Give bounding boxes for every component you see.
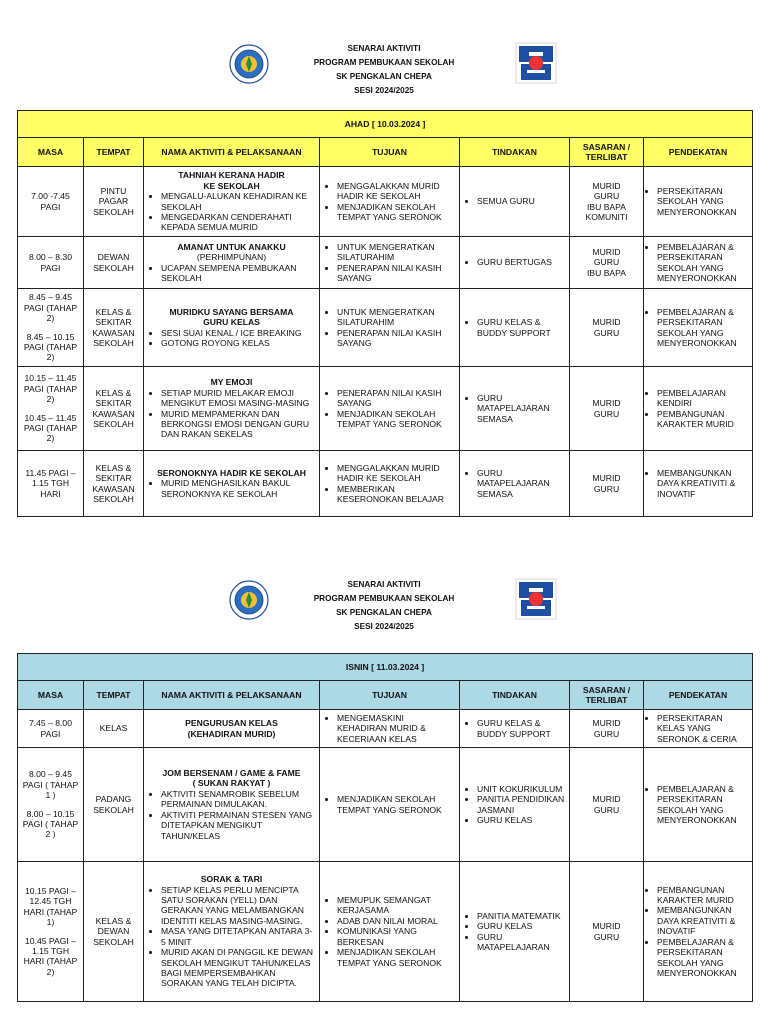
masa-text: 10.45 – 11.45 PAGI (TAHAP 2)	[23, 412, 78, 444]
aktiviti-list	[147, 478, 316, 499]
list-item: • GURU MATAPELAJARAN SEMASA	[477, 393, 566, 424]
tujuan-cell	[320, 237, 460, 289]
pendekatan-list	[647, 784, 749, 826]
tindakan-list	[463, 317, 566, 338]
sasaran-text: MURID	[592, 718, 621, 729]
sasaran-cell	[570, 167, 644, 237]
column-header: SASARAN / TERLIBAT	[570, 681, 644, 710]
column-header: SASARAN / TERLIBAT	[570, 138, 644, 167]
sasaran-text: IBU BAPA	[586, 267, 626, 278]
table-row	[18, 367, 753, 451]
sasaran-text: GURU	[593, 327, 620, 338]
aktiviti-cell	[144, 367, 320, 451]
masa-cell	[18, 237, 84, 289]
masa-text: 8.45 – 10.15 PAGI (TAHAP 2)	[23, 331, 78, 363]
day-title-row	[18, 654, 753, 681]
sasaran-text: MURID	[592, 794, 621, 805]
aktiviti-title: PENGURUSAN KELAS	[185, 718, 278, 729]
list-item: • MASA YANG DITETAPKAN ANTARA 3-5 MINIT	[161, 926, 316, 947]
list-item: • MENGGALAKKAN MURID HADIR KE SEKOLAH	[337, 181, 456, 202]
tempat-cell: DEWAN SEKOLAH	[84, 237, 144, 289]
tindakan-list	[463, 196, 566, 206]
pendekatan-cell	[644, 862, 753, 1002]
list-item: • PEMBANGUNAN KARAKTER MURID	[657, 409, 749, 430]
header-line-2: PROGRAM PEMBUKAAN SEKOLAH	[313, 58, 455, 67]
tujuan-cell	[320, 748, 460, 862]
schedule-table-ahad	[17, 110, 753, 517]
tindakan-cell	[460, 862, 570, 1002]
list-item: • GURU KELAS	[477, 815, 566, 825]
masa-cell	[18, 289, 84, 367]
list-item: • PEMBELAJARAN & PERSEKITARAN SEKOLAH YANG MENYERONOKKAN	[657, 307, 749, 349]
aktiviti-title: ( SUKAN RAKYAT )	[192, 778, 271, 789]
masa-text: 11.45 PAGI – 1.15 TGH HARI	[25, 467, 76, 499]
list-item: • PENERAPAN NILAI KASIH SAYANG	[337, 388, 456, 409]
list-item: • MENJADIKAN SEKOLAH TEMPAT YANG SERONOK	[337, 409, 456, 430]
list-item: • GURU KELAS & BUDDY SUPPORT	[477, 317, 566, 338]
masa-text: 7.00 -7.45 PAGI	[31, 191, 70, 212]
column-header: MASA	[18, 138, 84, 167]
column-header: TEMPAT	[84, 138, 144, 167]
list-item: • MEMBANGUNKAN DAYA KREATIVITI & INOVATIF	[657, 905, 749, 936]
sasaran-text: MURID	[592, 317, 621, 328]
sasaran-cell	[570, 710, 644, 748]
tujuan-list	[323, 307, 456, 349]
aktiviti-cell	[144, 748, 320, 862]
tempat-cell: KELAS & SEKITAR KAWASAN SEKOLAH	[84, 451, 144, 517]
list-item: • GOTONG ROYONG KELAS	[161, 338, 316, 348]
sasaran-text: MURID	[592, 246, 621, 257]
aktiviti-title: (KEHADIRAN MURID)	[187, 728, 276, 739]
sasaran-cell	[570, 289, 644, 367]
sasaran-text: GURU	[593, 483, 620, 494]
tindakan-list	[463, 784, 566, 826]
list-item: • MENJADIKAN SEKOLAH TEMPAT YANG SERONOK	[337, 794, 456, 815]
sasaran-text: MURID	[592, 921, 621, 932]
column-header: PENDEKATAN	[644, 681, 753, 710]
table-row	[18, 167, 753, 237]
sasaran-text: GURU	[593, 728, 620, 739]
list-item: • PEMBELAJARAN KENDIRI	[657, 388, 749, 409]
aktiviti-title: GURU KELAS	[203, 317, 260, 328]
tujuan-cell	[320, 367, 460, 451]
list-item: • MENJADIKAN SEKOLAH TEMPAT YANG SERONOK	[337, 202, 456, 223]
schedule-table-isnin	[17, 653, 753, 1002]
aktiviti-list	[147, 191, 316, 233]
tempat-cell: KELAS & DEWAN SEKOLAH	[84, 862, 144, 1002]
aktiviti-list	[147, 328, 316, 349]
pendekatan-cell	[644, 451, 753, 517]
column-header: NAMA AKTIVITI & PELAKSANAAN	[144, 138, 320, 167]
list-item: • AKTIVITI PERMAINAN STESEN YANG DITETAPKAN MENGIKUT TAHUN/KELAS	[161, 810, 316, 841]
day-title: ISNIN [ 11.03.2024 ]	[18, 654, 753, 681]
aktiviti-cell	[144, 710, 320, 748]
tempat-cell: PADANG SEKOLAH	[84, 748, 144, 862]
list-item: • MENGGALAKKAN MURID HADIR KE SEKOLAH	[337, 463, 456, 484]
masa-cell	[18, 862, 84, 1002]
list-item: • UNIT KOKURIKULUM	[477, 784, 566, 794]
masa-cell	[18, 367, 84, 451]
table-row	[18, 748, 753, 862]
list-item: • MURID MEMPAMERKAN DAN BERKONGSI EMOSI DENGAN GURU DAN RAKAN SEKELAS	[161, 409, 316, 440]
list-item: • GURU BERTUGAS	[477, 257, 566, 267]
tempat-cell: KELAS & SEKITAR KAWASAN SEKOLAH	[84, 289, 144, 367]
sasaran-text: GURU	[593, 804, 620, 815]
pendekatan-cell	[644, 710, 753, 748]
tujuan-list	[323, 463, 456, 505]
list-item: • UNTUK MENGERATKAN SILATURAHIM	[337, 307, 456, 328]
sasaran-text: MURID	[592, 473, 621, 484]
list-item: • SEMUA GURU	[477, 196, 566, 206]
aktiviti-title: MURIDKU SAYANG BERSAMA	[169, 306, 294, 317]
list-item: • MURID MENGHASILKAN BAKUL SERONOKNYA KE SEKOLAH	[161, 478, 316, 499]
tindakan-list	[463, 718, 566, 739]
tujuan-cell	[320, 451, 460, 517]
list-item: • PEMBELAJARAN & PERSEKITARAN SEKOLAH YANG MENYERONOKKAN	[657, 242, 749, 284]
list-item: • SETIAP KELAS PERLU MENCIPTA SATU SORAKAN (YELL) DAN GERAKAN YANG MELAMBANGKAN IDENTITI KELAS MASING-MASING.	[161, 885, 316, 927]
list-item: • PENERAPAN NILAI KASIH SAYANG	[337, 263, 456, 284]
list-item: • PEMBELAJARAN & PERSEKITARAN SEKOLAH YANG MENYERONOKKAN	[657, 784, 749, 826]
table-row	[18, 237, 753, 289]
pendekatan-cell	[644, 167, 753, 237]
masa-text: 10.45 PAGI – 1.15 TGH HARI (TAHAP 2)	[23, 935, 78, 977]
tujuan-list	[323, 242, 456, 284]
masa-text: 10.15 – 11.45 PAGI (TAHAP 2)	[23, 373, 78, 405]
list-item: • MEMBANGUNKAN DAYA KREATIVITI & INOVATIF	[657, 468, 749, 499]
aktiviti-title: KE SEKOLAH	[203, 180, 260, 191]
pendekatan-cell	[644, 289, 753, 367]
aktiviti-list	[147, 263, 316, 284]
pendekatan-list	[647, 307, 749, 349]
tujuan-list	[323, 794, 456, 815]
tujuan-list	[323, 388, 456, 430]
aktiviti-cell	[144, 451, 320, 517]
tujuan-list	[323, 181, 456, 223]
list-item: • PEMBANGUNAN KARAKTER MURID	[657, 885, 749, 906]
aktiviti-title: JOM BERSENAM / GAME & FAME	[162, 768, 301, 779]
masa-text: 8.00 – 8.30 PAGI	[28, 252, 72, 273]
pendekatan-cell	[644, 748, 753, 862]
list-item: • AKTIVITI SENAMROBIK SEBELUM PERMAINAN DIMULAKAN.	[161, 789, 316, 810]
tindakan-cell	[460, 367, 570, 451]
header-line-1: SENARAI AKTIVITI	[347, 44, 421, 53]
column-header: TINDAKAN	[460, 138, 570, 167]
list-item: • KOMUNIKASI YANG BERKESAN	[337, 926, 456, 947]
pendekatan-list	[647, 186, 749, 217]
aktiviti-cell	[144, 289, 320, 367]
list-item: • PEMBELAJARAN & PERSEKITARAN SEKOLAH YANG MENYERONOKKAN	[657, 937, 749, 979]
header-line-4: SESI 2024/2025	[354, 622, 414, 631]
document-header	[0, 578, 768, 643]
column-header: TUJUAN	[320, 681, 460, 710]
pendekatan-list	[647, 713, 749, 744]
tindakan-list	[463, 393, 566, 424]
masa-cell	[18, 748, 84, 862]
list-item: • PERSEKITARAN SEKOLAH YANG MENYERONOKKAN	[657, 186, 749, 217]
section-isnin	[0, 578, 768, 989]
list-item: • MEMBERIKAN KESERONOKAN BELAJAR	[337, 484, 456, 505]
pendekatan-list	[647, 242, 749, 284]
sasaran-text: GURU	[593, 931, 620, 942]
pendekatan-list	[647, 885, 749, 979]
sasaran-text: GURU	[593, 191, 620, 202]
sasaran-text: MURID	[592, 180, 621, 191]
tempat-cell: KELAS	[84, 710, 144, 748]
list-item: • MURID AKAN DI PANGGIL KE DEWAN SEKOLAH MENGIKUT TAHUN/KELAS BAGI MEMPERSEMBAHKAN SORAKAN YANG TELAH DICIPTA.	[161, 947, 316, 989]
list-item: • PANITIA MATEMATIK	[477, 911, 566, 921]
pendekatan-cell	[644, 367, 753, 451]
list-item: • SESI SUAI KENAL / ICE BREAKING	[161, 328, 316, 338]
list-item: • MENJADIKAN SEKOLAH TEMPAT YANG SERONOK	[337, 947, 456, 968]
pendekatan-list	[647, 388, 749, 430]
list-item: • MENGEMASKINI KEHADIRAN MURID & KECERIAAN KELAS	[337, 713, 456, 744]
sasaran-text: IBU BAPA	[586, 201, 626, 212]
tujuan-list	[323, 895, 456, 968]
header-line-2: PROGRAM PEMBUKAAN SEKOLAH	[313, 594, 455, 603]
tindakan-cell	[460, 710, 570, 748]
column-header-row	[18, 681, 753, 710]
aktiviti-subtitle: (PERHIMPUNAN)	[196, 252, 267, 263]
table-row	[18, 710, 753, 748]
masa-cell	[18, 451, 84, 517]
day-title-row	[18, 111, 753, 138]
list-item: • SETIAP MURID MELAKAR EMOJI MENGIKUT EMOSI MASING-MASING	[161, 388, 316, 409]
masa-text: 7.45 – 8.00 PAGI	[28, 718, 72, 739]
document-header	[0, 42, 768, 107]
column-header: TEMPAT	[84, 681, 144, 710]
aktiviti-cell	[144, 237, 320, 289]
masa-text: 8.00 – 9.45 PAGI ( TAHAP 1 )	[22, 769, 79, 801]
header-line-3: SK PENGKALAN CHEPA	[336, 608, 432, 617]
tempat-cell: PINTU PAGAR SEKOLAH	[84, 167, 144, 237]
aktiviti-title: SERONOKNYA HADIR KE SEKOLAH	[157, 467, 306, 478]
sasaran-text: GURU	[593, 257, 620, 268]
aktiviti-title: MY EMOJI	[210, 377, 253, 388]
tindakan-cell	[460, 167, 570, 237]
list-item: • UCAPAN SEMPENA PEMBUKAAN SEKOLAH	[161, 263, 316, 284]
header-line-4: SESI 2024/2025	[354, 86, 414, 95]
column-header-row	[18, 138, 753, 167]
aktiviti-list	[147, 789, 316, 841]
aktiviti-title: SORAK & TARI	[200, 874, 263, 885]
tempat-cell: KELAS & SEKITAR KAWASAN SEKOLAH	[84, 367, 144, 451]
aktiviti-cell	[144, 167, 320, 237]
column-header: NAMA AKTIVITI & PELAKSANAAN	[144, 681, 320, 710]
column-header: TUJUAN	[320, 138, 460, 167]
tindakan-cell	[460, 237, 570, 289]
pendekatan-cell	[644, 237, 753, 289]
aktiviti-list	[147, 388, 316, 440]
header-line-3: SK PENGKALAN CHEPA	[336, 72, 432, 81]
list-item: • PERSEKITARAN KELAS YANG SERONOK & CERIA	[657, 713, 749, 744]
list-item: • GURU MATAPELAJARAN SEMASA	[477, 468, 566, 499]
list-item: • MEMUPUK SEMANGAT KERJASAMA	[337, 895, 456, 916]
masa-text: 10.15 PAGI – 12.45 TGH HARI (TAHAP 1)	[23, 885, 78, 928]
list-item: • ADAB DAN NILAI MORAL	[337, 916, 456, 926]
list-item: • GURU KELAS & BUDDY SUPPORT	[477, 718, 566, 739]
masa-text: 8.00 – 10.15 PAGI ( TAHAP 2 )	[22, 808, 79, 840]
sasaran-text: MURID	[592, 398, 621, 409]
table-row	[18, 862, 753, 1002]
pendekatan-list	[647, 468, 749, 499]
tujuan-cell	[320, 167, 460, 237]
tujuan-cell	[320, 710, 460, 748]
tujuan-list	[323, 713, 456, 744]
header-line-1: SENARAI AKTIVITI	[347, 580, 421, 589]
list-item: • MENGEDARKAN CENDERAHATI KEPADA SEMUA MURID	[161, 212, 316, 233]
column-header: MASA	[18, 681, 84, 710]
sasaran-cell	[570, 748, 644, 862]
sasaran-cell	[570, 451, 644, 517]
list-item: • UNTUK MENGERATKAN SILATURAHIM	[337, 242, 456, 263]
tindakan-list	[463, 911, 566, 953]
list-item: • PENERAPAN NILAI KASIH SAYANG	[337, 328, 456, 349]
list-item: • GURU MATAPELAJARAN	[477, 932, 566, 953]
column-header: TINDAKAN	[460, 681, 570, 710]
tindakan-cell	[460, 748, 570, 862]
masa-text: 8.45 – 9.45 PAGI (TAHAP 2)	[23, 292, 78, 324]
tujuan-cell	[320, 862, 460, 1002]
masa-cell	[18, 710, 84, 748]
sasaran-text: KOMUNITI	[585, 211, 628, 222]
masa-cell	[18, 167, 84, 237]
aktiviti-title: TAHNIAH KERANA HADIR	[178, 170, 285, 181]
sasaran-cell	[570, 237, 644, 289]
column-header: PENDEKATAN	[644, 138, 753, 167]
sasaran-text: GURU	[593, 408, 620, 419]
sasaran-cell	[570, 862, 644, 1002]
section-ahad	[0, 42, 768, 504]
aktiviti-title: AMANAT UNTUK ANAKKU	[177, 241, 286, 252]
aktiviti-cell	[144, 862, 320, 1002]
table-row	[18, 451, 753, 517]
list-item: • MENGALU-ALUKAN KEHADIRAN KE SEKOLAH	[161, 191, 316, 212]
sasaran-cell	[570, 367, 644, 451]
table-row	[18, 289, 753, 367]
tindakan-cell	[460, 289, 570, 367]
day-title: AHAD [ 10.03.2024 ]	[18, 111, 753, 138]
tindakan-list	[463, 257, 566, 267]
aktiviti-list	[147, 885, 316, 989]
tujuan-cell	[320, 289, 460, 367]
list-item: • GURU KELAS	[477, 921, 566, 931]
tindakan-list	[463, 468, 566, 499]
tindakan-cell	[460, 451, 570, 517]
list-item: • PANITIA PENDIDIKAN JASMANI	[477, 794, 566, 815]
